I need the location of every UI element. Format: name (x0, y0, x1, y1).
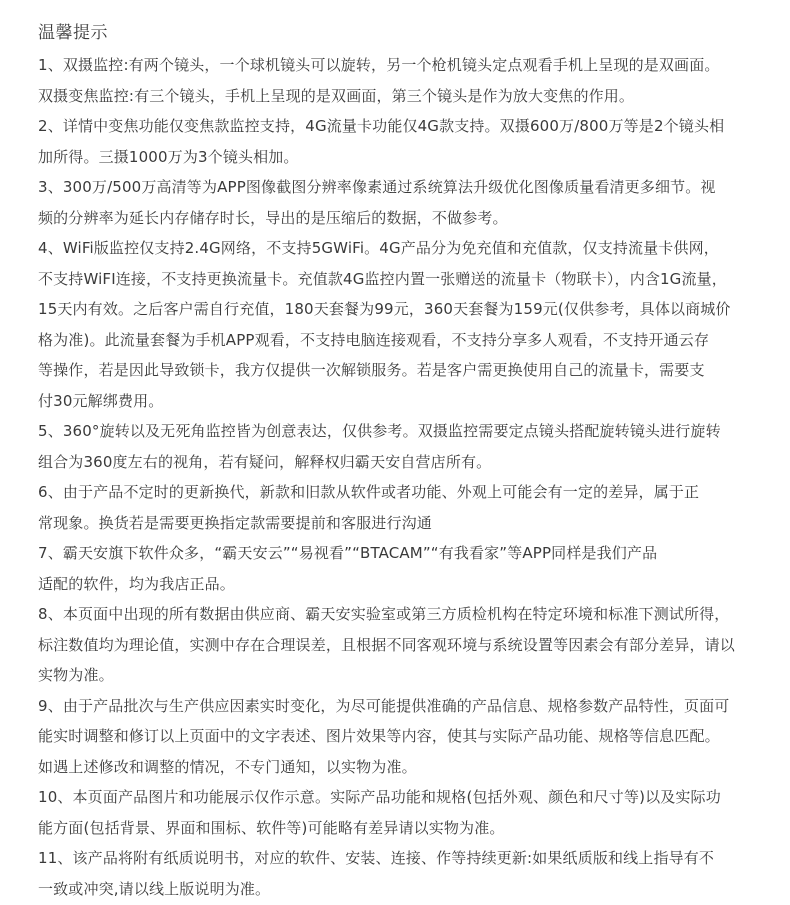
notice-line: 加所得。三摄1000万为3个镜头相加。 (38, 147, 299, 166)
notice-line: 11、该产品将附有纸质说明书，对应的软件、安装、连接、作等持续更新:如果纸质版和线上指导有不 (38, 849, 715, 867)
notice-line: 如遇上述修改和调整的情况，不专门通知，以实物为准。 (38, 757, 417, 776)
notice-line: 6、由于产品不定时的更新换代，新款和旧款从软件或者功能、外观上可能会有一定的差异，属于正 (38, 483, 700, 501)
notice-line: 15天内有效。之后客户需自行充值，180天套餐为99元，360天套餐为159元(仅供参考，具体以商城价 (38, 300, 731, 318)
notice-line: 等操作，若是因此导致锁卡，我方仅提供一次解锁服务。若是客户需更换使用自己的流量卡，需要支 (38, 361, 705, 379)
notice-line: 常现象。换货若是需要更换指定款需要提前和客服进行沟通 (38, 513, 432, 532)
notice-line: 1、双摄监控:有两个镜头，一个球机镜头可以旋转，另一个枪机镜头定点观看手机上呈现的是双画面。 (38, 56, 720, 74)
notice-line: 频的分辨率为延长内存储存时长，导出的是压缩后的数据，不做参考。 (38, 208, 508, 227)
notice-line: 4、WiFi版监控仅支持2.4G网络，不支持5GWiFi。4G产品分为免充值和充值款，仅支持流量卡供网， (38, 239, 719, 257)
notice-line: 标注数值均为理论值，实测中存在合理误差，且根据不同客观环境与系统设置等因素会有部分差异，请以 (38, 635, 735, 654)
notice-line: 实物为准。 (38, 666, 114, 684)
notice-line: 7、霸天安旗下软件众多，“霸天安云”“易视看”“BTACAM”“有我看家”等APP同样是我们产品 (38, 544, 658, 562)
notice-line: 双摄变焦监控:有三个镜头，手机上呈现的是双画面，第三个镜头是作为放大变焦的作用。 (38, 86, 635, 105)
notice-body (38, 50, 772, 904)
notice-line: 一致或冲突,请以线上版说明为准。 (38, 879, 271, 898)
notice-line: 5、360°旋转以及无死角监控皆为创意表达，仅供参考。双摄监控需要定点镜头搭配旋转镜头进行旋转 (38, 422, 721, 440)
notice-line: 组合为360度左右的视角，若有疑问，解释权归霸天安自营店所有。 (38, 452, 492, 471)
notice-line: 10、本页面产品图片和功能展示仅作示意。实际产品功能和规格(包括外观、颜色和尺寸等)以及实际功 (38, 788, 721, 806)
notice-line: 不支持WiFI连接，不支持更换流量卡。充值款4G监控内置一张赠送的流量卡（物联卡），内含1G流量， (38, 269, 727, 288)
notice-line: 付30元解绑费用。 (38, 391, 164, 410)
notice-line: 格为准)。此流量套餐为手机APP观看，不支持电脑连接观看，不支持分享多人观看，不支持开通云存 (38, 330, 710, 349)
notice-line: 适配的软件，均为我店正品。 (38, 574, 235, 593)
notice-title: 温馨提示 (38, 23, 108, 43)
notice-line: 8、本页面中出现的所有数据由供应商、霸天安实验室或第三方质检机构在特定环境和标准下测试所得， (38, 605, 730, 623)
notice-line: 2、详情中变焦功能仅变焦款监控支持，4G流量卡功能仅4G款支持。双摄600万/800万等是2个镜头相 (38, 117, 725, 135)
notice-line: 3、300万/500万高清等为APP图像截图分辨率像素通过系统算法升级优化图像质量看清更多细节。视 (38, 178, 716, 196)
notice-line: 能实时调整和修订以上页面中的文字表述、图片效果等内容，使其与实际产品功能、规格等信息匹配。 (38, 727, 720, 745)
notice-line: 能方面(包括背景、界面和围标、软件等)可能略有差异请以实物为准。 (38, 818, 505, 837)
notice-line: 9、由于产品批次与生产供应因素实时变化，为尽可能提供准确的产品信息、规格参数产品特性，页面可 (38, 696, 730, 715)
